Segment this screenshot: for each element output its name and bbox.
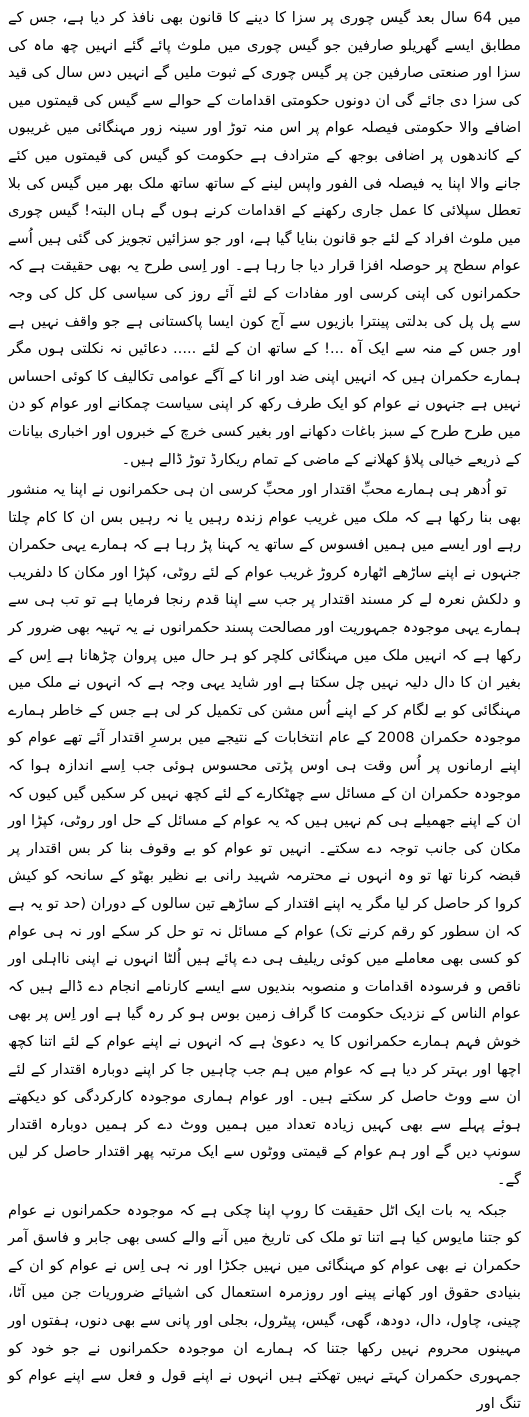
article-paragraph: جبکہ یہ بات ایک اٹل حقیقت کا روپ اپنا چکی ہے کہ موجودہ حکمرانوں نے عوام کو جتنا مایوس کیا ہے اتنا تو ملک کی تاریخ میں آنے والے کسی بھی جابر و فاسق آمر حکمران نے بھی عوام کو مہنگائی میں نہیں جکڑا اور نہ ہی اِس نے عوام کو ان کے بنیادی حقوق اور کھانے پینے اور روزمرہ استعمال کی اشیائے ضروریات جن میں آٹا، چینی، چاول، دال، دودھ، گھی، گیس، پیٹرول، بجلی اور پانی سے بھی دنوں، ہفتوں اور مہینوں محروم نہیں رکھا جتنا کہ ہمارے ان موجودہ حکمرانوں نے جو خود کو جمہوری حکمران کہتے نہیں تھکتے ہیں انہوں نے اپنے قول و فعل سے اپنے عوام کو تنگ اور — [8, 1201, 521, 1412]
article-paragraph: میں 64 سال بعد گیس چوری پر سزا کا دینے کا قانون بھی نافذ کر دیا ہے، جس کے مطابق ایسے گھریلو صارفین جو گیس چوری میں ملوث پائے گئے انہیں چھ ماہ کی سزا اور صنعتی صارفین جن پر گیس چوری کے ثبوت ملیں گے انہیں دس سال کی قید کی سزا دی جائے گی ان دونوں حکومتی اقدامات کے حوالے سے گیس کی قیمتوں میں اضافے والا حکومتی فیصلہ عوام پر اس منہ توڑ اور سینہ زور مہنگائی میں غریبوں کے کاندھوں پر اضافی بوجھ کے مترادف ہے حکومت کو گیس کی قیمتوں میں کئے جانے والا اپنا یہ فیصلہ فی الفور واپس لینے کے ساتھ ساتھ ملک بھر میں گیس کی بلا تعطل سپلائی کا عمل جاری رکھنے کے اقدامات کرنے ہوں گے ہاں البتہ! گیس چوری میں ملوث افراد کے لئے جو قانون بنایا گیا ہے، اور جو سزائیں تجویز کی گئی ہیں اُسے عوام سطح پر حوصلہ افزا قرار دیا جا رہا ہے۔ اور اِسی طرح یہ بھی حقیقت ہے کہ حکمرانوں کی اپنی کرسی اور مفادات کے لئے آئے روز کی سیاسی کل کل کی وجہ سے پل پل کی بدلتی پینترا بازیوں سے آج کون ایسا پاکستانی ہے جو واقف نہیں ہے اور جس کے منہ سے ایک آہ ...! کے ساتھ ان کے لئے ..... دعائیں نہ نکلتی ہوں مگر ہمارے حکمران ہیں کہ انہیں اپنی ضد اور انا کے آگے عوامی تکالیف کا کوئی احساس نہیں ہے جنہوں نے عوام کو ایک طرف رکھ کر اپنی سیاست چمکانے اور عوام کو دن میں طرح طرح کے سبز باغات دکھانے اور بغیر کسی خرچ کے خبروں اور اخباری بیانات کے ذریعے خیالی پلاؤ کھلانے کے ماضی کے تمام ریکارڈ توڑ ڈالے ہیں۔ — [8, 9, 521, 468]
article-paragraph: تو اُدھر ہی ہمارے محبِّ اقتدار اور محبِّ کرسی ان ہی حکمرانوں نے اپنا یہ منشور بھی بنا رکھا ہے کہ ملک میں غریب عوام زندہ رہیں یا نہ رہیں بس ان کا کام چلتا رہے اور ایسے میں ہمیں افسوس کے ساتھ یہ کہنا پڑ رہا ہے کہ ہمارے یہی حکمران جنہوں نے اپنے ساڑھے اٹھارہ کروڑ غریب عوام کے لئے روٹی، کپڑا اور مکان کا دلفریب و دلکش نعرہ لے کر مسند اقتدار پر جب سے اپنا قدم رنجا فرمایا ہے تو تب ہی سے ہمارے یہی موجودہ جمہوریت اور مصالحت پسند حکمرانوں نے یہ تہیہ بھی ضرور کر رکھا ہے کہ انہیں ملک میں مہنگائی کلچر کو ہر حال میں پروان چڑھانا ہے اِس کے بغیر ان کا دال دلیہ نہیں چل سکتا ہے اور شاید یہی وجہ ہے کہ انہوں نے ملک میں مہنگائی کو بے لگام کر کے اپنے اُس مشن کی تکمیل کر لی ہے جس کے خاطر ہمارے موجودہ حکمران 2008 کے عام انتخابات کے نتیجے میں برسرِ اقتدار آئے تھے عوام کو اپنے ارمانوں پر اُس وقت ہی اوس پڑتی محسوس ہوئی جب اِسے اندازہ ہوا کہ موجودہ حکمران ان کے مسائل سے چھٹکارے کے لئے کچھ نہیں کر سکیں گیں کیوں کہ ان کے اپنے جھمیلے ہی کم نہیں ہیں کہ یہ عوام کے مسائل کے حل اور روٹی، کپڑا اور مکان کی جانب توجہ دے سکتے۔ انہیں تو عوام کو بے وقوف بنا کر بس اقتدار پر قبضہ کرنا تھا تو وہ انہوں نے محترمہ شہید رانی بے نظیر بھٹو کے سانحہ کو کیش کروا کر حاصل کر لیا مگر یہ اپنے اقتدار کے ساڑھے تین سالوں کے دوران (حد تو یہ ہے کہ ان سطور کو رقم کرنے تک) عوام کے مسائل نہ تو حل کر سکے اور نہ ہی عوام کو کسی بھی معاملے میں کوئی ریلیف ہی دے پائے ہیں اُلٹا انہوں نے اپنی نااہلی اور ناقص و فرسودہ اقدامات و منصوبہ بندیوں سے ایسے کارنامے انجام دے ڈالے ہیں کہ عوام الناس کے نزدیک حکومت کا گراف زمین بوس ہو کر رہ گیا ہے اور اِس پر بھی خوش فہم ہمارے حکمرانوں کا یہ دعویٰ ہے کہ انہوں نے اپنے عوام کے لئے اتنا کچھ اچھا اور بہتر کر دیا ہے کہ عوام میں ہم جب چاہیں جا کر اپنے دوبارہ اقتدار کے لئے ان سے ووٹ حاصل کر سکتے ہیں۔ اور عوام ہماری موجودہ کارکردگی کو دیکھتے ہوئے پہلے سے بھی کہیں زیادہ تعداد میں ہمیں ووٹ دے کر ہمیں دوبارہ اقتدار سونپ دیں گے اور ہم عوام کے قیمتی ووٹوں سے ایک مرتبہ پھر اقتدار حاصل کر لیں گے۔ — [8, 481, 521, 1188]
